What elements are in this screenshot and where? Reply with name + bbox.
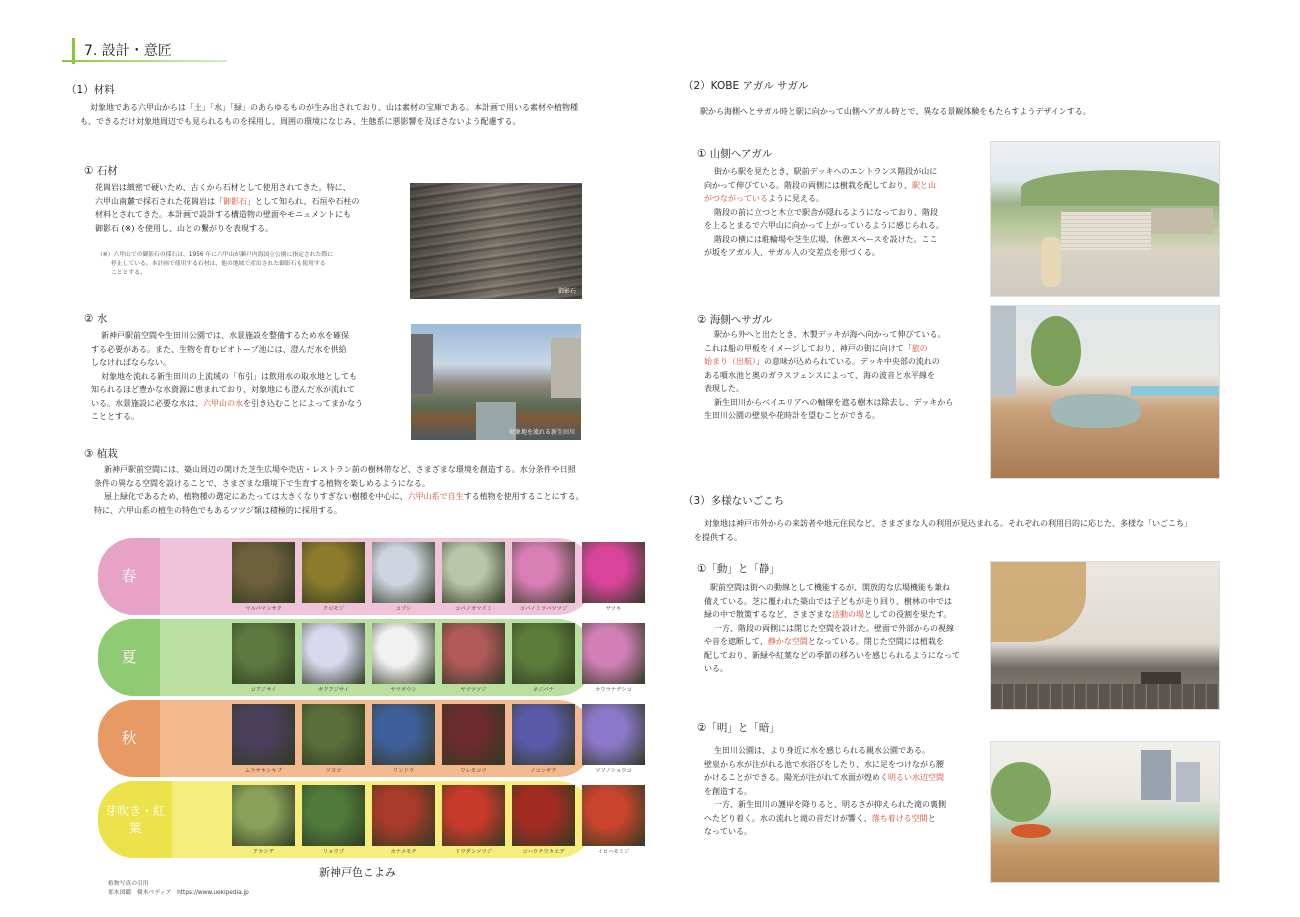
plant-item <box>372 704 435 774</box>
plant-photo <box>582 623 645 684</box>
plant-name: ツソノショウコ <box>595 768 632 774</box>
plant-item <box>372 785 435 855</box>
plant-name: リンドウ <box>392 768 415 774</box>
plant-item <box>372 623 435 693</box>
stone-photo-caption: 御影石 <box>557 288 576 295</box>
plant-name: コハウチワカエデ <box>522 849 565 855</box>
calendar-title: 新神戸色こよみ <box>319 866 396 879</box>
plant-photo <box>302 785 365 846</box>
stone-text: 花崗岩は緻密で硬いため、古くから石材として使用されてきた。特に、 六甲山南麓で採石された花崗岩は「御影石」として知られ、石垣や石柱の 材料とされてきた。本計画で設計する構造物の壁面やモニュメントにも 御影石 (※) を使用し、山との繋がりを表現する。 <box>95 183 360 233</box>
dynamic-heading: ①「動」と「静」 <box>697 563 780 575</box>
plant-photo <box>512 704 575 765</box>
season-label: 芽吹き・紅葉 <box>98 781 172 858</box>
kobe-heading: （2）KOBE アガル サガル <box>683 80 809 92</box>
plant-name: ネジバナ <box>533 687 554 693</box>
season-row <box>98 700 632 777</box>
stone-line: 花崗岩は緻密で硬いため、古くから石材として使用されてきた。特に、 <box>95 183 351 192</box>
materials-intro-1: 対象地である六甲山からは「土」「水」「緑」のあらゆるものが生み出されており、山は素材の宝庫である。本計画で用いる素材や植物種 <box>90 103 578 112</box>
title-mark-horizontal <box>62 60 227 62</box>
plant-photo <box>302 623 365 684</box>
plant-name: ノコンギク <box>530 768 557 774</box>
highlight-text: 静かな空間 <box>767 637 808 646</box>
calendar-credit-2: 那木図鑑 樹木ペディア https://www.uekipedia.jp <box>108 890 249 896</box>
plant-name: コバノミツバツツジ <box>519 606 568 612</box>
plant-photo <box>512 542 575 603</box>
plant-item <box>512 785 575 855</box>
plant-item <box>302 785 365 855</box>
plant-name: リョウブ <box>322 849 345 855</box>
comfort-heading: （3）多様ないごこち <box>683 495 785 507</box>
plant-name: マルバマンサク <box>245 606 282 612</box>
plant-item <box>442 542 505 612</box>
highlight-text: 活動の場 <box>832 610 864 619</box>
plant-name: コブシ <box>395 606 412 612</box>
plant-item <box>232 704 295 774</box>
water-photo-caption: 対象地を流れる新生田川 <box>508 429 575 436</box>
plant-name: ムラサキシキブ <box>244 768 283 774</box>
highlight-text: 六甲山系で自生 <box>407 492 464 501</box>
plant-photo <box>232 785 295 846</box>
plant-photo <box>582 542 645 603</box>
plant-item <box>512 623 575 693</box>
season-row <box>98 538 622 615</box>
plant-photo <box>582 704 645 765</box>
highlight-text: がつながっている <box>704 194 768 203</box>
plant-name: コアジサイ <box>250 687 277 693</box>
up-sketch <box>990 141 1220 297</box>
highlight-text: 明るい水辺空間 <box>888 773 944 782</box>
plant-name: イロハモミジ <box>597 849 630 855</box>
plants-text: 新神戸駅前空間には、築山周辺の開けた芝生広場や売店・レストラン前の樹林帯など、さまざまな環境を創造する。水分条件や日照 条件の異なる空間を設けることで、さまざまな環境下で生育する植物を楽しめるようになる。 屋上緑化であるため、植物種の選定にあたっては大きくなりすぎない樹種を中心に、六甲山系で自生する植物を使用することにする。 特に、六甲山系の植生の特色でもあるツツジ類は積極的に採用する。 <box>94 465 584 515</box>
plant-name: カワラナデシコ <box>595 687 632 693</box>
stone-heading: ① 石材 <box>84 165 118 177</box>
plant-name: ワレモコウ <box>460 768 487 774</box>
water-photo <box>411 324 581 440</box>
season-row <box>98 619 632 696</box>
materials-intro-2: も、できるだけ対象地周辺でも見られるものを採用し、周囲の環境になじみ、生態系に悪影響を及ぼさないよう配慮する。 <box>80 117 521 126</box>
plant-name: ヤマツツジ <box>460 687 487 693</box>
plant-photo <box>232 623 295 684</box>
plant-name: ドウダンツツジ <box>454 849 493 855</box>
comfort-intro-1: 対象地は神戸市外からの来訪者や地元住民など、さまざまな人の利用が見込まれる。それぞれの利用目的に応じた、多様な「いごこち」 <box>704 519 1192 528</box>
plant-photo <box>372 704 435 765</box>
plant-photo <box>372 623 435 684</box>
plant-photo <box>302 542 365 603</box>
plant-item <box>442 704 505 774</box>
plant-item <box>372 542 435 612</box>
plant-name: ヤマボウシ <box>390 687 417 693</box>
down-sketch <box>990 305 1220 479</box>
plant-name: クロモジ <box>322 606 345 612</box>
materials-heading: （1）材料 <box>66 84 115 96</box>
plant-photo <box>512 785 575 846</box>
plant-name: コバノガマズミ <box>454 606 493 612</box>
plant-item <box>582 704 645 774</box>
highlight-text: 駅と山 <box>912 180 936 190</box>
stone-note: （※）六甲山での御影石の採石は、1956 年に六甲山が瀬戸内海国立公園に指定された際に 停止している。本計画で使用する石材は、他の地域で産出された御影石も使用する こととする。 <box>97 252 333 276</box>
section-title: 7. 設計・意匠 <box>84 43 172 59</box>
plant-item <box>582 785 645 855</box>
kobe-intro: 駅から海側へとサガル時と駅に向かって山側へアガル時とで、異なる景観体験をもたらすようデザインする。 <box>700 107 1091 116</box>
plant-photo <box>372 542 435 603</box>
plant-item <box>442 623 505 693</box>
season-label: 夏 <box>98 619 160 696</box>
plant-item <box>442 785 505 855</box>
calendar-credit-1: 植物写真の引用 <box>108 881 149 887</box>
plant-photo <box>582 785 645 846</box>
plant-photo <box>372 785 435 846</box>
plant-photo <box>442 785 505 846</box>
dynamic-text: 駅前空間は街への動線として機能するが、開放的な広場機能も兼ね 備えている。芝に覆われた築山では子どもが走り回り、樹林の中では 緑の中で散策するなど、さまざまな活動の場としての役割を果たす。 一方、階段の両側には閉じた空間を設けた。壁面で外部からの視線 や音を遮断して、静かな空間となっている。閉じた空間には植栽を 配しており、新緑や紅葉などの季節の移ろいを感じられるようになって いる。 <box>704 583 960 673</box>
plant-name: アカシデ <box>252 849 275 855</box>
dynamic-sketch <box>990 561 1220 710</box>
down-text: 駅から外へと出たとき、木製デッキが海へ向かって伸びている。 これは船の甲板をイメージしており、神戸の街に向けて「旅の 始まり（出航）」の意味が込められている。デッキ中央部の流れの ある噴水池と奥のガラスフェンスによって、海の波音と水平線を 表現した。 新生田川からベイエリアへの軸線を遮る樹木は除去し、デッキから 生田川公園の壁泉や花時計を望むことができる。 <box>704 330 954 420</box>
water-text: 新神戸駅前空間や生田川公園では、水景施設を整備するため水を確保 する必要がある。また、生物を育むビオトープ池には、澄んだ水を供給 しなければならない。 対象地を流れる新生田川の上流域の「布引」は飲用水の取水地としても 知られるほど豊かな水資源に恵まれており、対象地にも澄んだ水が流れて いる。水景施設に必要な水は、六甲山の水を引き込むことによってまかなう こととする。 <box>91 331 363 421</box>
plant-item <box>302 704 365 774</box>
down-heading: ② 海側へサガル <box>697 314 773 326</box>
highlight-text: 六甲山の水 <box>203 398 243 408</box>
up-heading: ① 山側へアガル <box>697 148 773 160</box>
plant-item <box>582 623 645 693</box>
plant-item <box>302 623 365 693</box>
light-sketch <box>990 741 1220 883</box>
highlight-text: 落ち着ける空間 <box>871 813 928 823</box>
plant-name: ソヨゴ <box>325 768 342 774</box>
plant-photo <box>442 704 505 765</box>
plant-item <box>302 542 365 612</box>
plant-item <box>512 704 575 774</box>
plant-photo <box>442 623 505 684</box>
plant-name: ガクアジサイ <box>317 687 350 693</box>
highlight-text: 始まり（出航） <box>704 357 756 366</box>
plant-item <box>232 542 295 612</box>
plant-item <box>582 542 645 612</box>
plant-name: サツキ <box>605 606 622 612</box>
water-heading: ② 水 <box>84 313 108 325</box>
light-heading: ②「明」と「暗」 <box>697 722 780 734</box>
plant-photo <box>512 623 575 684</box>
light-text: 生田川公園は、より身近に水を感じられる親水公園である。 壁泉から水が注がれる池で水浴びをしたり、水に足をつけながら腰 かけることができる。陽光が注がれて水面が煌めく明るい水辺空間 を創造する。 一方、新生田川の護岸を降りると、明るさが抑えられた滝の裏側 へたどり着く。水の流れと滝の音だけが響く、落ち着ける空間と なっている。 <box>704 746 946 836</box>
up-text: 街から駅を見たとき、駅前デッキへのエントランス階段が山に 向かって伸びている。階段の両側には樹栽を配しており、駅と山 がつながっているように見える。 階段の前に立つと木立で駅舎が隠れるようになっており、階段 を上るとまるで六甲山に向かって上がっているように感じられる。 階段の横には駐輪場や芝生広場、休憩スペースを設けた。ここ が坂をアガル人、サガル人の交差点を形づくる。 <box>704 167 944 257</box>
plant-photo <box>232 542 295 603</box>
highlight-text: 旅の <box>911 343 928 353</box>
season-label: 秋 <box>98 700 160 777</box>
season-row <box>98 781 630 858</box>
plant-item <box>232 785 295 855</box>
plant-name: カナメモチ <box>390 849 417 855</box>
section-title-block <box>62 36 232 68</box>
plant-item <box>232 623 295 693</box>
plant-photo <box>232 704 295 765</box>
plants-heading: ③ 植栽 <box>84 448 118 460</box>
stone-photo <box>410 183 582 299</box>
season-label: 春 <box>98 538 160 615</box>
plant-item <box>512 542 575 612</box>
comfort-intro-2: を提供する。 <box>694 533 742 542</box>
plant-photo <box>302 704 365 765</box>
plant-photo <box>442 542 505 603</box>
highlight-text: 御影石 <box>223 196 247 206</box>
